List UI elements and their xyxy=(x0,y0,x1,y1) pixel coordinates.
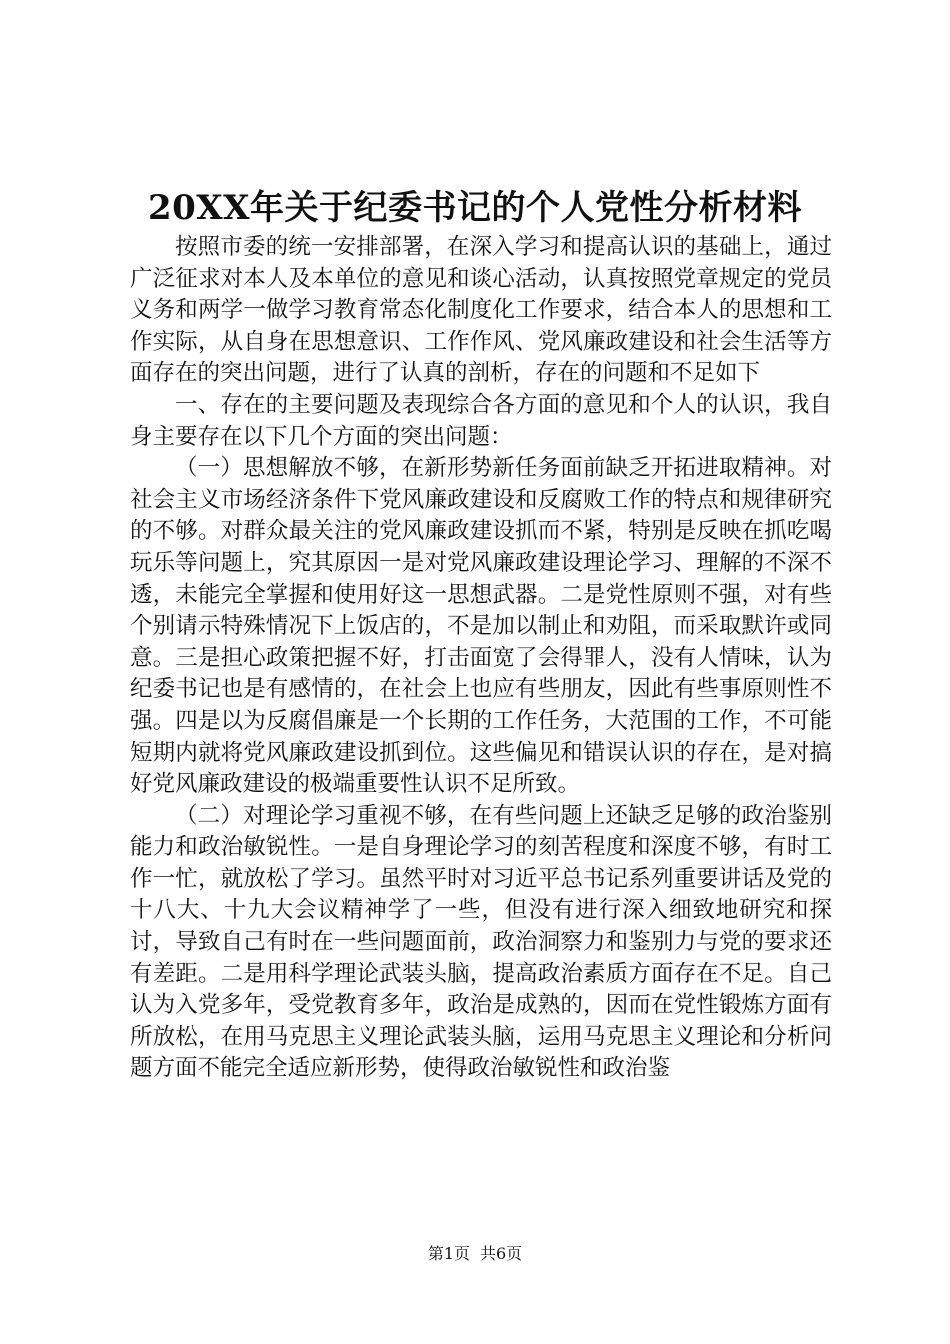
page-number: 第1页 xyxy=(427,1244,470,1263)
page-total: 共6页 xyxy=(480,1244,523,1263)
paragraph-intro: 按照市委的统一安排部署，在深入学习和提高认识的基础上，通过广泛征求对本人及本单位的意见和谈心活动，认真按照党章规定的党员义务和两学一做学习教育常态化制度化工作要求，结合本人的思想和工作实际，从自身在思想意识、工作作风、党风廉政建设和社会生活等方面存在的突出问题，进行了认真的剖析，存在的问题和不足如下 xyxy=(130,234,832,387)
paragraph-item-two: （二）对理论学习重视不够，在有些问题上还缺乏足够的政治鉴别能力和政治敏锐性。一是自身理论学习的刻苦程度和深度不够，有时工作一忙，就放松了学习。虽然平时对习近平总书记系列重要讲话及党的十八大、十九大会议精神学了一些，但没有进行深入细致地研究和探讨，导致自己有时在一些问题面前，政治洞察力和鉴别力与党的要求还有差距。二是用科学理论武装头脑，提高政治素质方面存在不足。自己认为入党多年，受党教育多年，政治是成熟的，因而在党性锻炼方面有所放松，在用马克思主义理论武装头脑，运用马克思主义理论和分析问题方面不能完全适应新形势，使得政治敏锐性和政治鉴 xyxy=(130,802,832,1082)
document-title: 20XX年关于纪委书记的个人党性分析材料 xyxy=(147,188,803,228)
document-body xyxy=(130,232,832,1085)
page-footer xyxy=(0,1243,950,1265)
paragraph-item-one: （一）思想解放不够，在新形势新任务面前缺乏开拓进取精神。对社会主义市场经济条件下党风廉政建设和反腐败工作的特点和规律研究的不够。对群众最关注的党风廉政建设抓而不紧，特别是反映在抓吃喝玩乐等问题上，究其原因一是对党风廉政建设理论学习、理解的不深不透，未能完全掌握和使用好这一思想武器。二是党性原则不强，对有些个别请示特殊情况下上饭店的，不是加以制止和劝阻，而采取默许或同意。三是担心政策把握不好，打击面宽了会得罪人，没有人情味，认为纪委书记也是有感情的，在社会上也应有些朋友，因此有些事原则性不强。四是以为反腐倡廉是一个长期的工作任务，大范围的工作，不可能短期内就将党风廉政建设抓到位。这些偏见和错误认识的存在，是对搞好党风廉政建设的极端重要性认识不足所致。 xyxy=(130,455,832,798)
paragraph-section-one: 一、存在的主要问题及表现综合各方面的意见和个人的认识，我自身主要存在以下几个方面的突出问题： xyxy=(130,391,832,450)
